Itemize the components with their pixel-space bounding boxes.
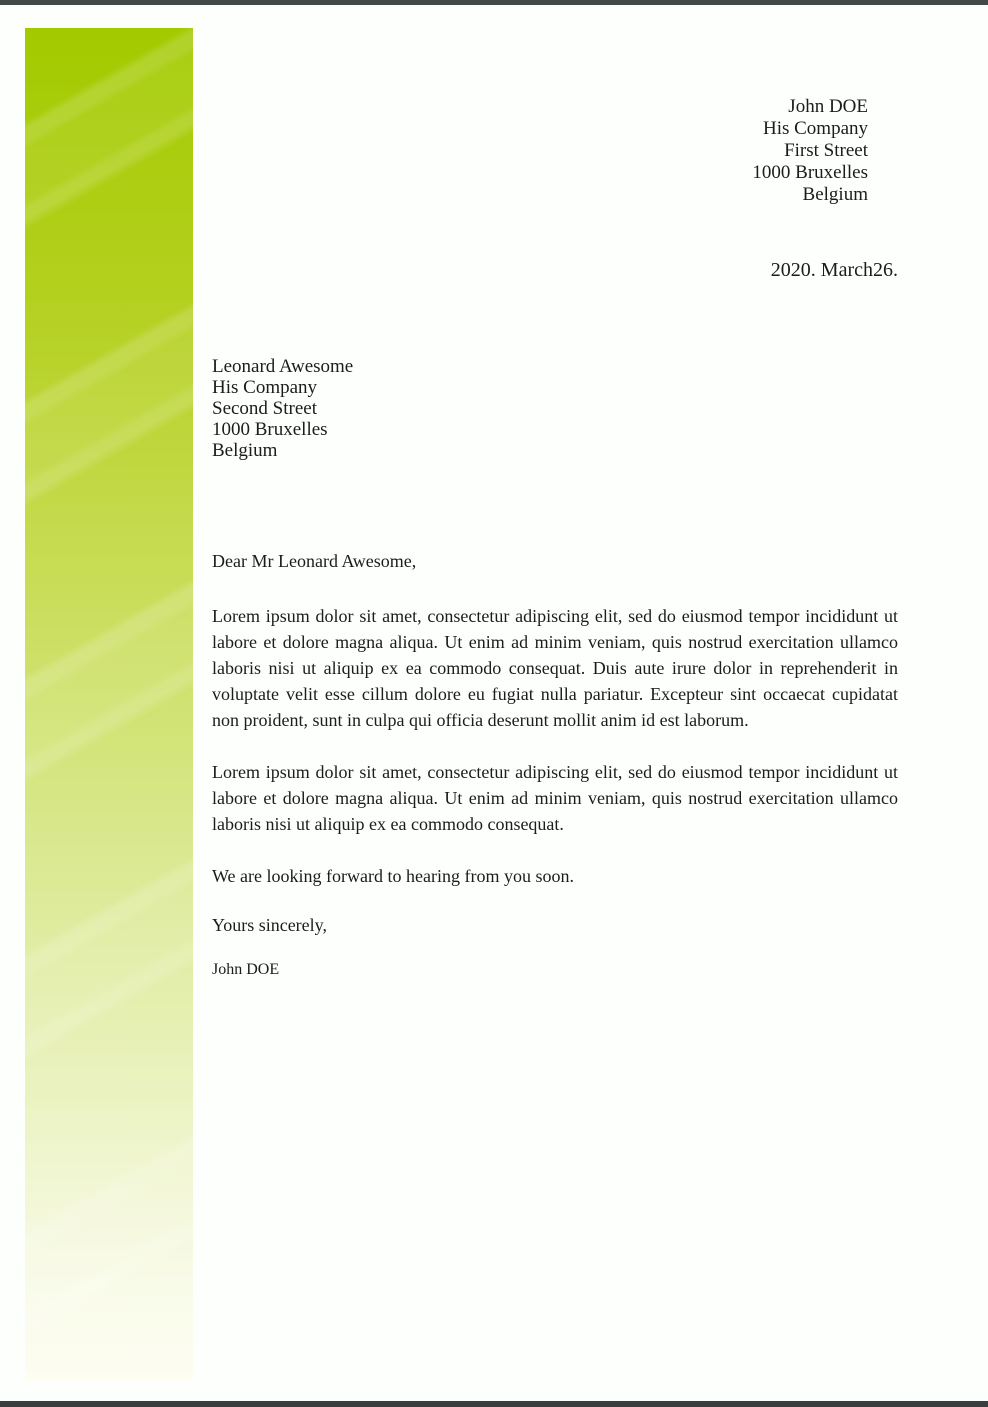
body-paragraph-1: Lorem ipsum dolor sit amet, consectetur adipiscing elit, sed do eiusmod tempor incididunt ut labore et dolore magna aliqua. Ut enim ad minim veniam, quis nostrud exercitation ullamco laboris nisi ut aliquip ex ea commodo consequat. Duis aute irure dolor in reprehenderit in voluptate velit esse cillum dolore eu fugiat nulla pariatur. Excepteur sint occaecat cupidatat non proident, sunt in culpa qui officia deserunt mollit anim id est laborum. — [212, 606, 898, 730]
valediction: Yours sincerely, — [212, 915, 327, 935]
recipient-name: Leonard Awesome — [212, 356, 354, 377]
body-paragraph-2: Lorem ipsum dolor sit amet, consectetur adipiscing elit, sed do eiusmod tempor incididunt ut labore et dolore magna aliqua. Ut enim ad minim veniam, quis nostrud exercitation ullamco laboris nisi ut aliquip ex ea commodo consequat. — [212, 762, 898, 834]
sender-name: John DOE — [788, 96, 868, 117]
top-border — [0, 0, 988, 5]
sender-company: His Company — [762, 118, 868, 139]
sender-country: Belgium — [802, 184, 868, 205]
signature: John DOE — [212, 961, 280, 978]
recipient-address — [212, 356, 353, 461]
sender-city: 1000 Bruxelles — [752, 162, 868, 183]
bottom-border — [0, 1401, 988, 1407]
letter-date: 2020. March26. — [770, 259, 898, 281]
recipient-street: Second Street — [212, 398, 318, 419]
letterhead-sidebar — [25, 28, 193, 1381]
sender-address — [752, 96, 868, 206]
salutation: Dear Mr Leonard Awesome, — [212, 551, 417, 571]
recipient-company: His Company — [212, 377, 318, 398]
closing-line: We are looking forward to hearing from you soon. — [212, 866, 574, 886]
letter-body — [212, 548, 898, 980]
sender-street: First Street — [784, 140, 868, 161]
recipient-country: Belgium — [212, 440, 278, 461]
recipient-city: 1000 Bruxelles — [212, 419, 328, 440]
